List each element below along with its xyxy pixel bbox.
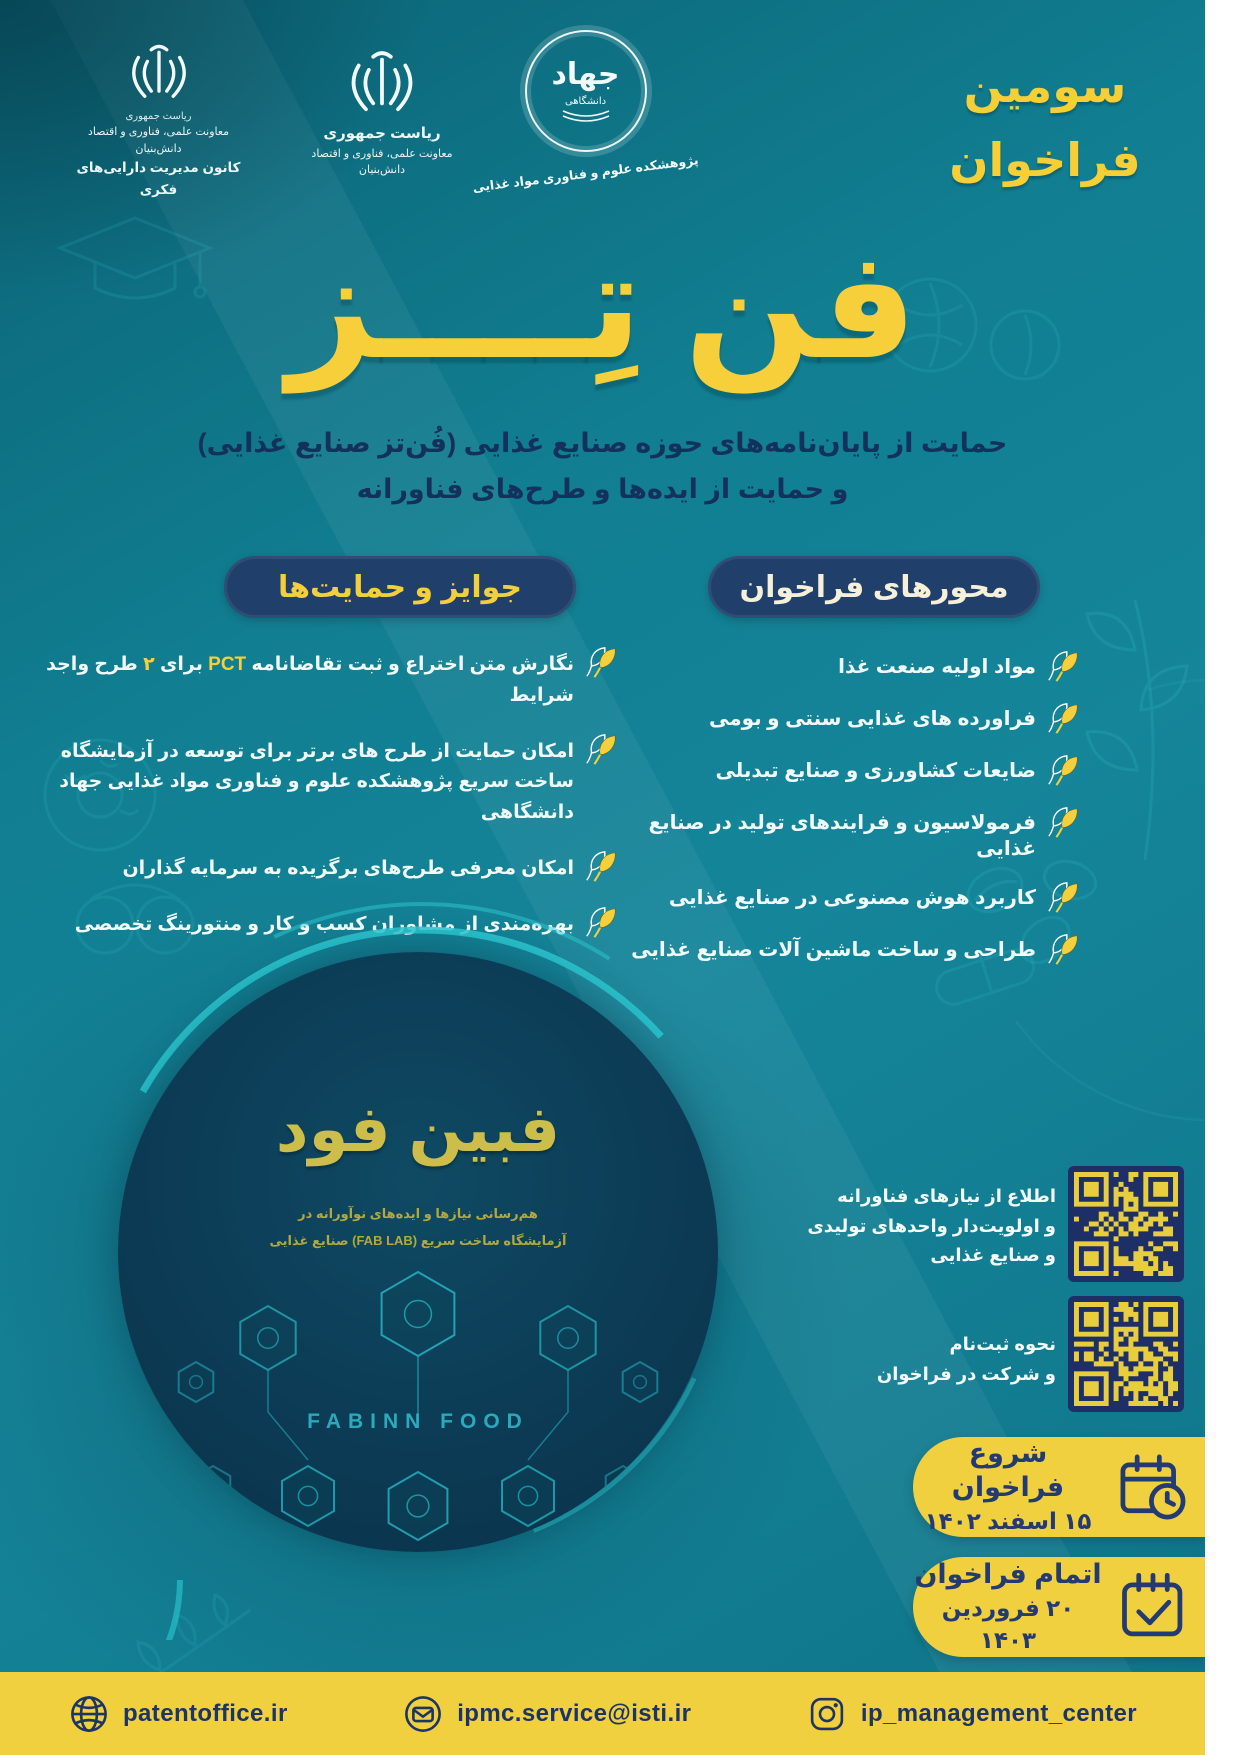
leaf-icon — [584, 732, 618, 766]
awards-list-item — [40, 735, 618, 829]
iran-emblem-icon — [128, 42, 190, 104]
envelope-icon — [402, 1693, 444, 1735]
axis-item-label: کاربرد هوش مصنوعی در صنایع غذایی — [668, 887, 1036, 909]
qr-code-register — [1068, 1296, 1184, 1412]
instagram-handle: ip_management_center — [860, 1699, 1137, 1727]
leaf-icon — [1046, 932, 1080, 966]
iran-emblem-icon — [347, 48, 417, 118]
decoration-leaf-sprig-icon — [1075, 590, 1195, 870]
leaf-icon — [584, 905, 618, 939]
edition-line-2: فراخوان — [949, 133, 1141, 186]
subtitle-line-1: حمایت از پایان‌نامه‌های حوزه صنایع غذایی (فُن‌تز صنایع غذایی) — [197, 428, 1008, 458]
globe-icon — [68, 1693, 110, 1735]
axes-heading: محورهای فراخوان — [708, 556, 1040, 618]
awards-list-item — [40, 648, 618, 712]
axis-item-label: مواد اولیه صنعت غذا — [838, 656, 1036, 678]
awards-list — [40, 648, 618, 963]
acecr-logo — [468, 30, 703, 195]
ipmc-logo — [66, 42, 251, 200]
logo-line: معاونت علمی، فناوری و اقتصاد دانش‌بنیان — [87, 126, 230, 155]
qr-caption-line: و صنایع غذایی — [930, 1245, 1056, 1266]
axes-list-item — [622, 883, 1080, 914]
calendar-clock-icon — [1115, 1449, 1191, 1525]
axes-list-item — [622, 756, 1080, 787]
website-text: patentoffice.ir — [123, 1699, 288, 1727]
qr-caption-line: نحوه ثبت‌نام — [949, 1334, 1056, 1354]
leaf-icon — [584, 849, 618, 883]
acecr-badge-subtext: دانشگاهی — [564, 95, 607, 107]
logo-line: کانون مدیریت دارایی‌های فکری — [76, 160, 241, 197]
website-item — [68, 1693, 288, 1735]
logo-line: معاونت علمی، فناوری و اقتصاد دانش‌بنیان — [311, 147, 453, 176]
footer-bar — [0, 1672, 1205, 1755]
calendar-check-icon — [1115, 1569, 1191, 1645]
email-item — [402, 1693, 691, 1735]
leaf-icon — [1046, 753, 1080, 787]
axis-item-label: فرمولاسیون و فرایندهای تولید در صنایع غذایی — [648, 812, 1036, 860]
awards-list-item — [40, 852, 618, 885]
fabinn-latin-title: FABINN FOOD — [307, 1410, 529, 1433]
fabinn-network-graphic — [158, 1252, 678, 1552]
date-value: ۱۵ اسفند ۱۴۰۲ — [924, 1507, 1092, 1534]
qr-caption-line: اطلاع از نیازهای فناورانه — [837, 1186, 1056, 1206]
page-margin — [1205, 0, 1240, 1755]
edition-line-1: سومین — [963, 60, 1127, 112]
vice-presidency-logo — [292, 48, 472, 179]
axes-list-item — [622, 935, 1080, 966]
leaf-icon — [1046, 880, 1080, 914]
logo-line: ریاست جمهوری — [323, 125, 441, 142]
date-label: شروع فراخوان — [951, 1438, 1065, 1502]
acecr-badge-text: جهاد — [551, 57, 620, 91]
axes-list — [622, 652, 1080, 987]
qr-caption-1 — [770, 1182, 1056, 1271]
instagram-icon — [806, 1693, 848, 1735]
award-item-label: نگارش متن اختراع و ثبت تقاضانامه PCT برای ۲ طرح واجد شرایط — [46, 654, 574, 706]
acecr-caption: پژوهشکده علوم و فناوری مواد غذایی — [471, 153, 700, 195]
instagram-item — [806, 1693, 1137, 1735]
qr-caption-line: و شرکت در فراخوان — [876, 1363, 1056, 1384]
fabinn-tagline-1: هم‌رسانی نیازها و ایده‌های نوآورانه در — [298, 1206, 538, 1221]
date-badge-start — [913, 1437, 1205, 1537]
axis-item-label: فراورده های غذایی سنتی و بومی — [708, 708, 1036, 730]
axis-item-label: طراحی و ساخت ماشین آلات صنایع غذایی — [631, 939, 1036, 961]
logo-line: ریاست جمهوری — [125, 111, 192, 122]
email-text: ipmc.service@isti.ir — [457, 1699, 692, 1727]
leaf-icon — [1046, 649, 1080, 683]
subtitle-line-2: و حمایت از ایده‌ها و طرح‌های فناورانه — [356, 474, 849, 504]
fabinn-title: فبین فود — [275, 1093, 561, 1165]
date-value: ۲۰ فروردین ۱۴۰۳ — [941, 1594, 1075, 1653]
axis-item-label: ضایعات کشاورزی و صنایع تبدیلی — [715, 760, 1036, 782]
date-label: اتمام فراخوان — [914, 1558, 1102, 1589]
awards-heading: جوایز و حمایت‌ها — [224, 556, 576, 618]
axes-list-item — [622, 704, 1080, 735]
main-title: فن تِــــز — [287, 221, 918, 389]
leaf-icon — [584, 645, 618, 679]
fabinn-circle — [118, 952, 718, 1552]
qr-caption-2 — [770, 1330, 1056, 1389]
axes-list-item — [622, 808, 1080, 862]
qr-caption-line: و اولویت‌دار واحدهای تولیدی — [807, 1215, 1056, 1236]
award-item-label: امکان معرفی طرح‌های برگزیده به سرمایه گذاران — [122, 857, 574, 879]
award-item-label: امکان حمایت از طرح های برتر برای توسعه در آزمایشگاه ساخت سریع پژوهشکده علوم و فناوری مواد غذایی جهاد دانشگاهی — [59, 740, 574, 824]
axes-list-item — [622, 652, 1080, 683]
awards-list-item — [40, 908, 618, 941]
acecr-book-icon — [559, 107, 613, 123]
qr-code-needs — [1068, 1166, 1184, 1282]
leaf-icon — [1046, 805, 1080, 839]
award-item-label: بهره‌مندی از مشاوران کسب و کار و منتورینگ تخصصی — [74, 913, 574, 935]
date-badge-end — [913, 1557, 1205, 1657]
fabinn-tagline-2: آزمایشگاه ساخت سریع (FAB LAB) صنایع غذایی — [269, 1233, 567, 1249]
leaf-icon — [1046, 701, 1080, 735]
acecr-emblem-icon — [525, 30, 647, 152]
edition-title — [940, 50, 1150, 197]
